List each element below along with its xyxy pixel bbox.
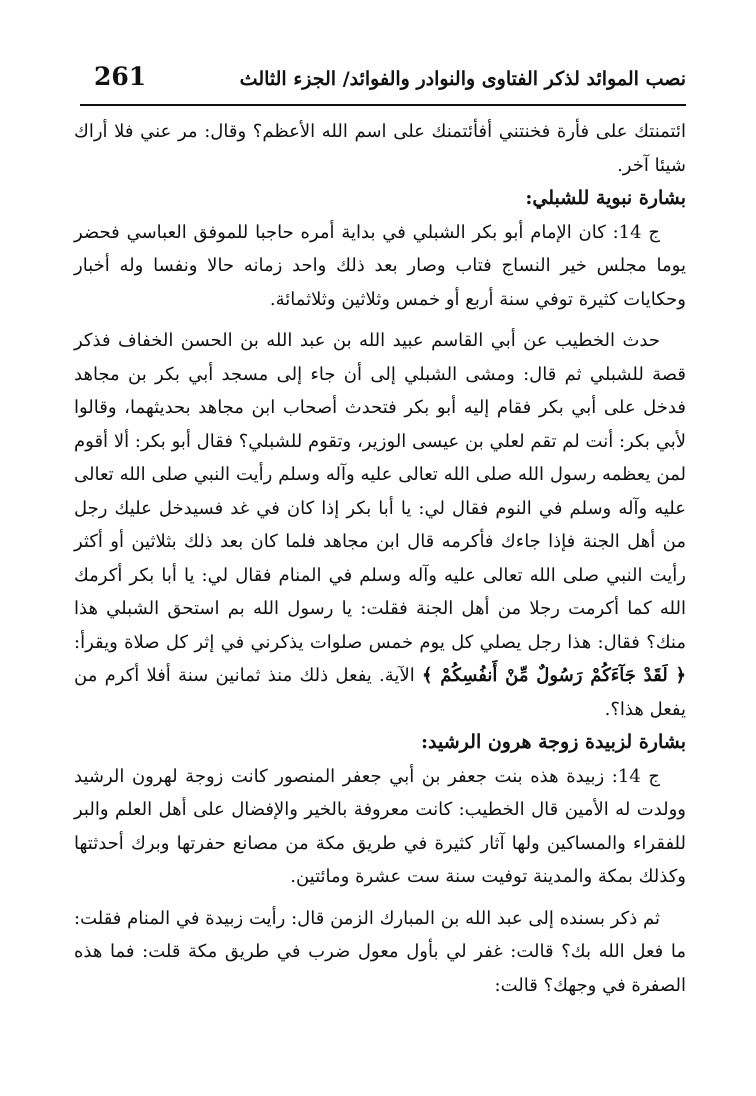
paragraph-shibli-story [74,324,686,726]
page-body [74,115,686,1002]
page-number: 261 [94,62,147,91]
paragraph-shibli-bio: ج 14: كان الإمام أبو بكر الشبلي في بداية أمره حاجبا للموفق العباسي فحضر يوما مجلس خير النساج فتاب وصار بعد ذلك واحد زمانه حالا ونفسا وله أخبار وحكايات كثيرة توفي سنة أربع أو خمس وثلاثين وثلاثمائة. [74,221,686,310]
quran-verse: ﴿ لَقَدْ جَآءَكُمْ رَسُولٌ مِّنْ أَنفُسِكُمْ ﴾ [421,665,687,686]
section-heading-shibli: بشارة نبوية للشبلي: [525,187,686,209]
paragraph-zubaida-bio: ج 14: زبيدة هذه بنت جعفر بن أبي جعفر المنصور كانت زوجة لهرون الرشيد وولدت له الأمين قال الخطيب: كانت معروفة بالخير والإفضال على أهل العلم والبر للفقراء والمساكين ولها آثار كثيرة في طريق مكة من مصانع حفرتها وبرك أحدثتها وكذلك بمكة والمدينة توفيت سنة ست عشرة ومائتين. [74,765,686,887]
page-header [80,58,686,106]
paragraph-continuation: ائتمنتك على فأرة فخنتني أفأئتمنك على اسم الله الأعظم؟ وقال: مر عني فلا أراك شيئا آخر. [74,121,686,176]
paragraph-zubaida-dream: ثم ذكر بسنده إلى عبد الله بن المبارك الزمن قال: رأيت زبيدة في المنام فقلت: ما فعل الله بك؟ قالت: غفر لي بأول معول ضرب في طريق مكة قلت: فما هذه الصفرة في وجهك؟ قالت: [74,907,686,996]
section-heading-zubaida: بشارة لزبيدة زوجة هرون الرشيد: [421,731,686,753]
running-title: نصب الموائد لذكر الفتاوى والنوادر والفوائد/ الجزء الثالث [239,68,686,90]
story-text-end: الآية. يفعل ذلك منذ ثمانين سنة أفلا أكرم من يفعل هذا؟. [74,665,686,720]
story-text: حدث الخطيب عن أبي القاسم عبيد الله بن عبد الله بن الحسن الخفاف فذكر قصة للشبلي ثم قال: ومشى الشبلي إلى أن جاء إلى مسجد أبي بكر بن مجاهد فدخل على أبي بكر فقام إليه أبو بكر فتحدث أصحاب ابن مجاهد بحديثهما، وقالوا لأبي بكر: أنت لم تقم لعلي بن عيسى الوزير، وتقوم للشبلي؟ فقال أبو بكر: ألا أقوم لمن يعظمه رسول الله صلى الله تعالى عليه وآله وسلم رأيت النبي صلى الله تعالى عليه وآله وسلم في النوم فقال لي: يا أبا بكر إذا كان في غد فسيدخل عليك رجل من أهل الجنة فإذا جاءك فأكرمه قال ابن مجاهد فلما كان بعد ذلك بثلاثين أو أكثر رأيت النبي صلى الله تعالى عليه وآله وسلم في المنام فقال لي: يا أبا بكر أكرمك الله كما أكرمت رجلا من أهل الجنة فقلت: يا رسول الله بم استحق الشبلي هذا منك؟ فقال: هذا رجل يصلي كل يوم خمس صلوات يذكرني في إثر كل صلاة ويقرأ: [74,330,686,653]
